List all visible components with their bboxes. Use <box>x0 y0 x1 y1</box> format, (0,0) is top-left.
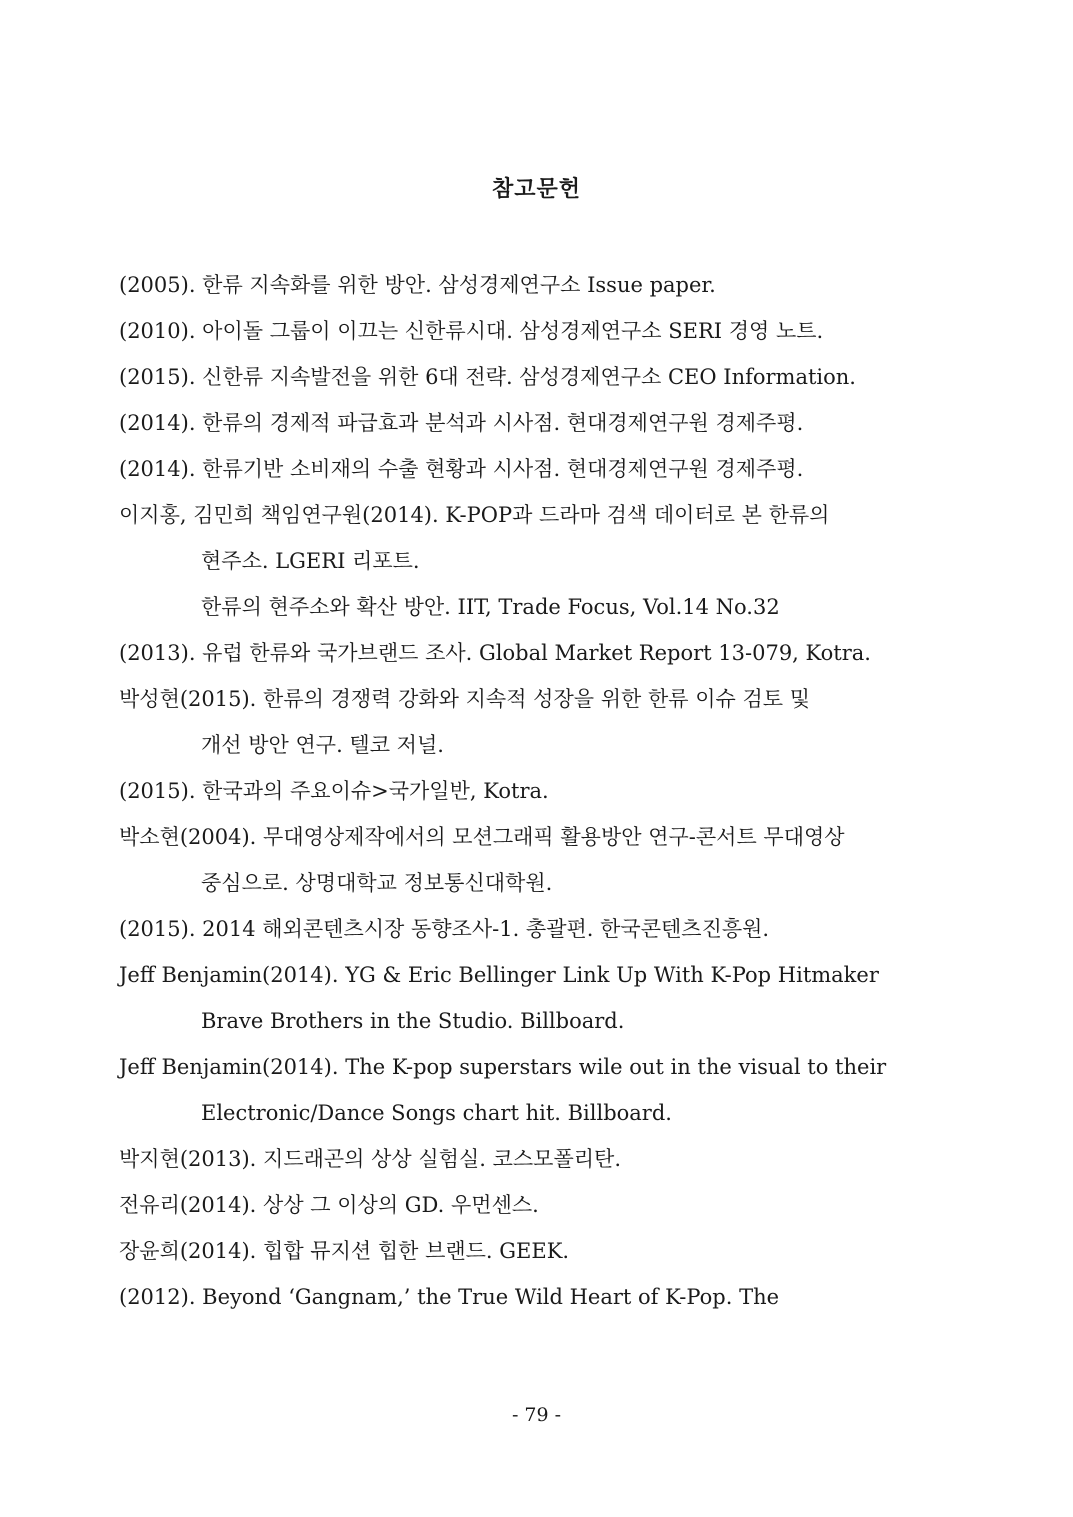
reference-continuation-line: 현주소. LGERI 리포트. <box>201 549 420 573</box>
reference-entry <box>119 630 949 676</box>
reference-entry <box>119 1136 949 1182</box>
reference-entry <box>119 952 949 1044</box>
reference-entry <box>119 1044 949 1136</box>
reference-entry <box>119 1228 949 1274</box>
reference-line: (2015). 한국과의 주요이슈>국가일반, Kotra. <box>119 779 549 803</box>
page-title: 참고문헌 <box>491 176 581 202</box>
reference-continuation-line: Electronic/Dance Songs chart hit. Billboard. <box>201 1101 672 1125</box>
reference-line: (2010). 아이돌 그룹이 이끄는 신한류시대. 삼성경제연구소 SERI 경영 노트. <box>119 319 824 343</box>
reference-line: (2014). 한류기반 소비재의 수출 현황과 시사점. 현대경제연구원 경제주평. <box>119 457 804 481</box>
reference-entry <box>119 676 949 768</box>
reference-list <box>119 262 949 1320</box>
reference-entry <box>119 400 949 446</box>
page-number: - 79 - <box>511 1404 562 1426</box>
reference-entry <box>119 768 949 814</box>
reference-entry <box>119 492 949 584</box>
reference-line: (2014). 한류의 경제적 파급효과 분석과 시사점. 현대경제연구원 경제주평. <box>119 411 804 435</box>
reference-continuation-line: 개선 방안 연구. 텔코 저널. <box>201 733 444 757</box>
reference-entry <box>119 584 949 630</box>
reference-line: (2013). 유럽 한류와 국가브랜드 조사. Global Market Report 13-079, Kotra. <box>119 641 871 665</box>
reference-entry <box>119 1274 949 1320</box>
reference-line: 한류의 현주소와 확산 방안. IIT, Trade Focus, Vol.14 No.32 <box>201 595 780 619</box>
reference-entry <box>119 446 949 492</box>
reference-continuation-line: 중심으로. 상명대학교 정보통신대학원. <box>201 871 553 895</box>
reference-line: 장윤희(2014). 힙합 뮤지션 힙한 브랜드. GEEK. <box>119 1239 570 1263</box>
reference-entry <box>119 906 949 952</box>
reference-continuation-line: Brave Brothers in the Studio. Billboard. <box>201 1009 625 1033</box>
reference-line: Jeff Benjamin(2014). The K-pop superstars wile out in the visual to their <box>119 1055 887 1079</box>
reference-entry <box>119 814 949 906</box>
reference-line: Jeff Benjamin(2014). YG & Eric Bellinger Link Up With K-Pop Hitmaker <box>119 963 879 987</box>
reference-entry <box>119 1182 949 1228</box>
reference-line: (2015). 2014 해외콘텐츠시장 동향조사-1. 총괄편. 한국콘텐츠진흥원. <box>119 917 770 941</box>
reference-line: 박지현(2013). 지드래곤의 상상 실험실. 코스모폴리탄. <box>119 1147 621 1171</box>
reference-line: (2015). 신한류 지속발전을 위한 6대 전략. 삼성경제연구소 CEO Information. <box>119 365 856 389</box>
reference-entry <box>119 262 949 308</box>
reference-line: (2012). Beyond ‘Gangnam,’ the True Wild Heart of K-Pop. The <box>119 1285 780 1309</box>
reference-line: 전유리(2014). 상상 그 이상의 GD. 우먼센스. <box>119 1193 539 1217</box>
reference-entry <box>119 308 949 354</box>
reference-line: 박소현(2004). 무대영상제작에서의 모션그래픽 활용방안 연구-콘서트 무대영상 <box>119 825 845 849</box>
reference-line: (2005). 한류 지속화를 위한 방안. 삼성경제연구소 Issue paper. <box>119 273 716 297</box>
reference-entry <box>119 354 949 400</box>
reference-line: 이지홍, 김민희 책임연구원(2014). K-POP과 드라마 검색 데이터로 본 한류의 <box>119 503 830 527</box>
reference-line: 박성현(2015). 한류의 경쟁력 강화와 지속적 성장을 위한 한류 이슈 검토 및 <box>119 687 810 711</box>
